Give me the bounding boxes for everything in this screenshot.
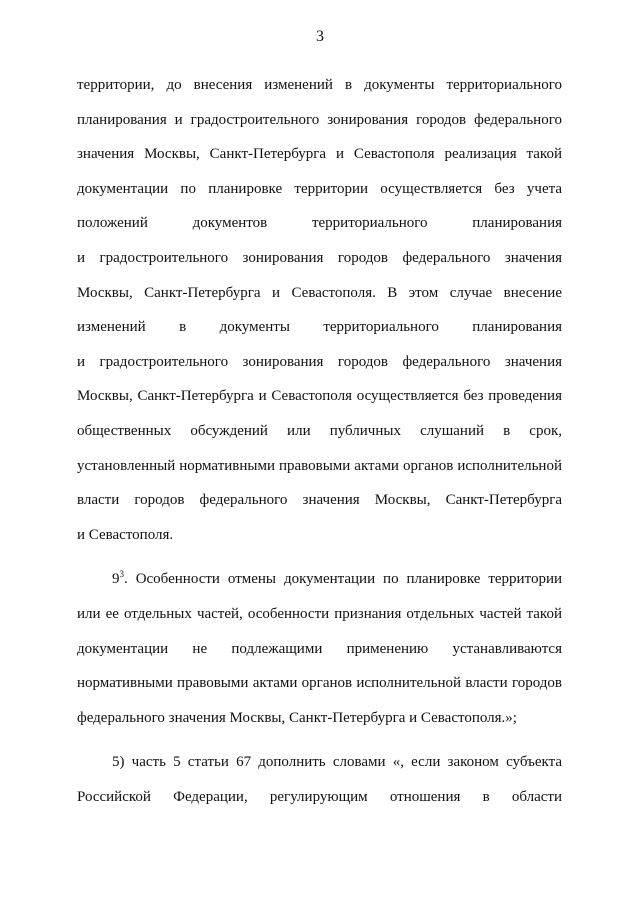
- text-line: и градостроительного зонирования городов федерального значения: [77, 249, 562, 266]
- text-line: Москвы, Санкт-Петербурга и Севастополя. В этом случае внесение: [77, 284, 562, 301]
- page-number: 3: [316, 28, 324, 45]
- text-fragment: . Особенности отмены документации по планировке территории: [124, 571, 562, 588]
- text-line: и Севастополя.: [77, 526, 174, 543]
- text-line: власти городов федерального значения Москвы, Санкт-Петербурга: [77, 492, 562, 509]
- text-line: общественных обсуждений или публичных слушаний в срок,: [77, 422, 562, 439]
- text-line: федерального значения Москвы, Санкт-Петербурга и Севастополя.»;: [77, 709, 517, 726]
- text-line: документации не подлежащими применению устанавливаются: [77, 640, 562, 657]
- text-line: Москвы, Санкт-Петербурга и Севастополя осуществляется без проведения: [77, 388, 562, 405]
- clause-number: 9: [112, 571, 120, 588]
- text-line: изменений в документы территориального планирования: [77, 319, 562, 336]
- text-line: территории, до внесения изменений в документы территориального: [77, 77, 562, 93]
- text-line: 5) часть 5 статьи 67 дополнить словами «, если законом субъекта: [112, 754, 562, 771]
- text-line: положений документов территориального планирования: [77, 215, 562, 232]
- text-line: нормативными правовыми актами органов исполнительной власти городов: [77, 675, 562, 692]
- document-body: [77, 68, 562, 814]
- text-line: значения Москвы, Санкт-Петербурга и Севастополя реализация такой: [77, 146, 562, 163]
- text-line: или ее отдельных частей, особенности признания отдельных частей такой: [77, 605, 562, 622]
- text-line: установленный нормативными правовыми актами органов исполнительной: [77, 457, 562, 474]
- text-line: планирования и градостроительного зонирования городов федерального: [77, 111, 562, 128]
- text-line: документации по планировке территории осуществляется без учета: [77, 180, 562, 197]
- text-line: Российской Федерации, регулирующим отношения в области: [77, 788, 562, 805]
- clause-superscript: 3: [119, 569, 124, 580]
- paragraph-first-line: [77, 562, 562, 597]
- text-line: и градостроительного зонирования городов федерального значения: [77, 353, 562, 370]
